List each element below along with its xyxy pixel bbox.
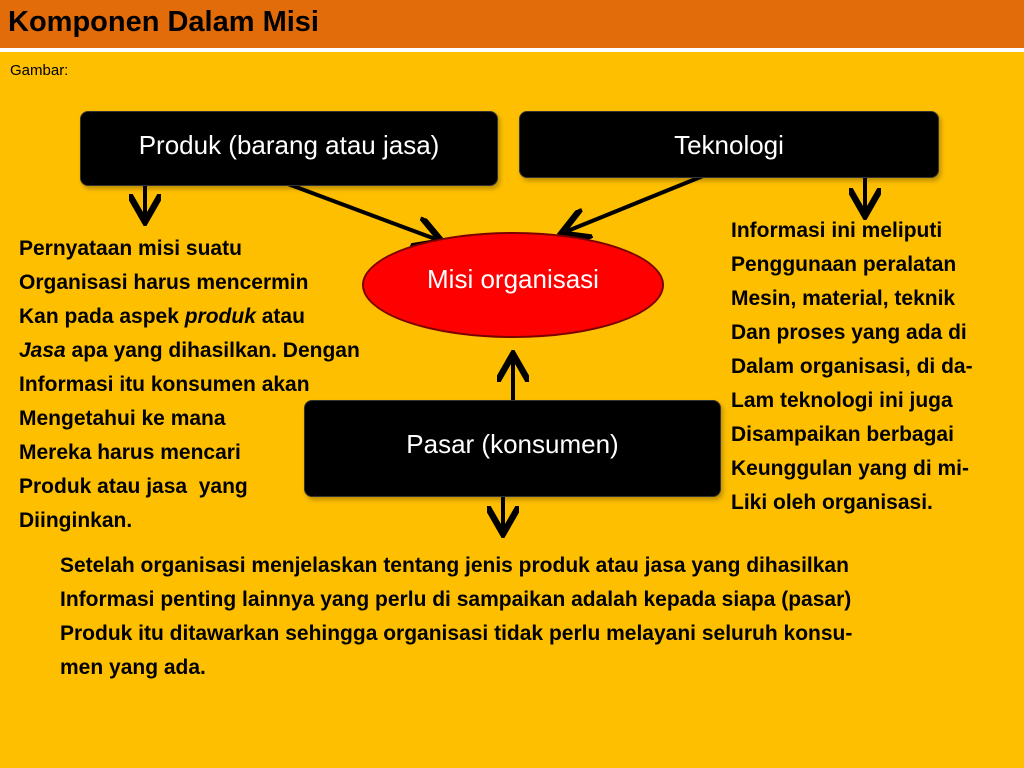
left-description bbox=[19, 232, 360, 538]
right-line: Mesin, material, teknik bbox=[731, 287, 956, 310]
node-pasar bbox=[304, 400, 721, 497]
right-line: Dalam organisasi, di da- bbox=[731, 355, 973, 378]
left-line: Pernyataan misi suatu bbox=[19, 237, 242, 260]
left-line-emphasis: Jasa bbox=[19, 339, 66, 362]
bottom-line: men yang ada. bbox=[60, 656, 206, 679]
node-misi-organisasi bbox=[362, 232, 664, 338]
right-line: Lam teknologi ini juga bbox=[731, 389, 953, 412]
left-line: atau bbox=[255, 305, 305, 328]
bottom-description bbox=[60, 549, 852, 685]
node-teknologi-label: Teknologi bbox=[674, 130, 784, 160]
right-line: Keunggulan yang di mi- bbox=[731, 457, 970, 480]
left-line: Diinginkan. bbox=[19, 509, 133, 532]
left-line: Organisasi harus mencermin bbox=[19, 271, 309, 294]
right-line: Dan proses yang ada di bbox=[731, 321, 967, 344]
right-line: Penggunaan peralatan bbox=[731, 253, 957, 276]
node-misi-label: Misi organisasi bbox=[427, 264, 599, 294]
left-line: apa yang dihasilkan. Dengan bbox=[65, 339, 360, 362]
left-line: Informasi itu konsumen akan bbox=[19, 373, 310, 396]
bottom-line: Informasi penting lainnya yang perlu di sampaikan adalah kepada siapa (pasar) bbox=[60, 588, 852, 611]
node-pasar-label: Pasar (konsumen) bbox=[406, 429, 619, 459]
right-line: Disampaikan berbagai bbox=[731, 423, 954, 446]
arrow-teknologi-to-misi bbox=[565, 176, 703, 232]
left-line-emphasis: produk bbox=[184, 305, 256, 328]
node-teknologi bbox=[519, 111, 939, 178]
left-line: Kan pada aspek bbox=[19, 305, 185, 328]
right-description bbox=[731, 214, 973, 520]
bottom-line: Setelah organisasi menjelaskan tentang jenis produk atau jasa yang dihasilkan bbox=[60, 554, 849, 577]
left-line: Produk atau jasa yang bbox=[19, 475, 248, 498]
caption: Gambar: bbox=[10, 62, 69, 79]
node-produk bbox=[80, 111, 498, 186]
right-line: Informasi ini meliputi bbox=[731, 219, 943, 242]
node-produk-label: Produk (barang atau jasa) bbox=[138, 130, 440, 160]
left-line: Mereka harus mencari bbox=[19, 441, 241, 464]
right-line: Liki oleh organisasi. bbox=[731, 491, 933, 514]
bottom-line: Produk itu ditawarkan sehingga organisasi tidak perlu melayani seluruh konsu- bbox=[60, 622, 853, 645]
left-line: Mengetahui ke mana bbox=[19, 407, 226, 430]
page-title: Komponen Dalam Misi bbox=[8, 6, 319, 38]
